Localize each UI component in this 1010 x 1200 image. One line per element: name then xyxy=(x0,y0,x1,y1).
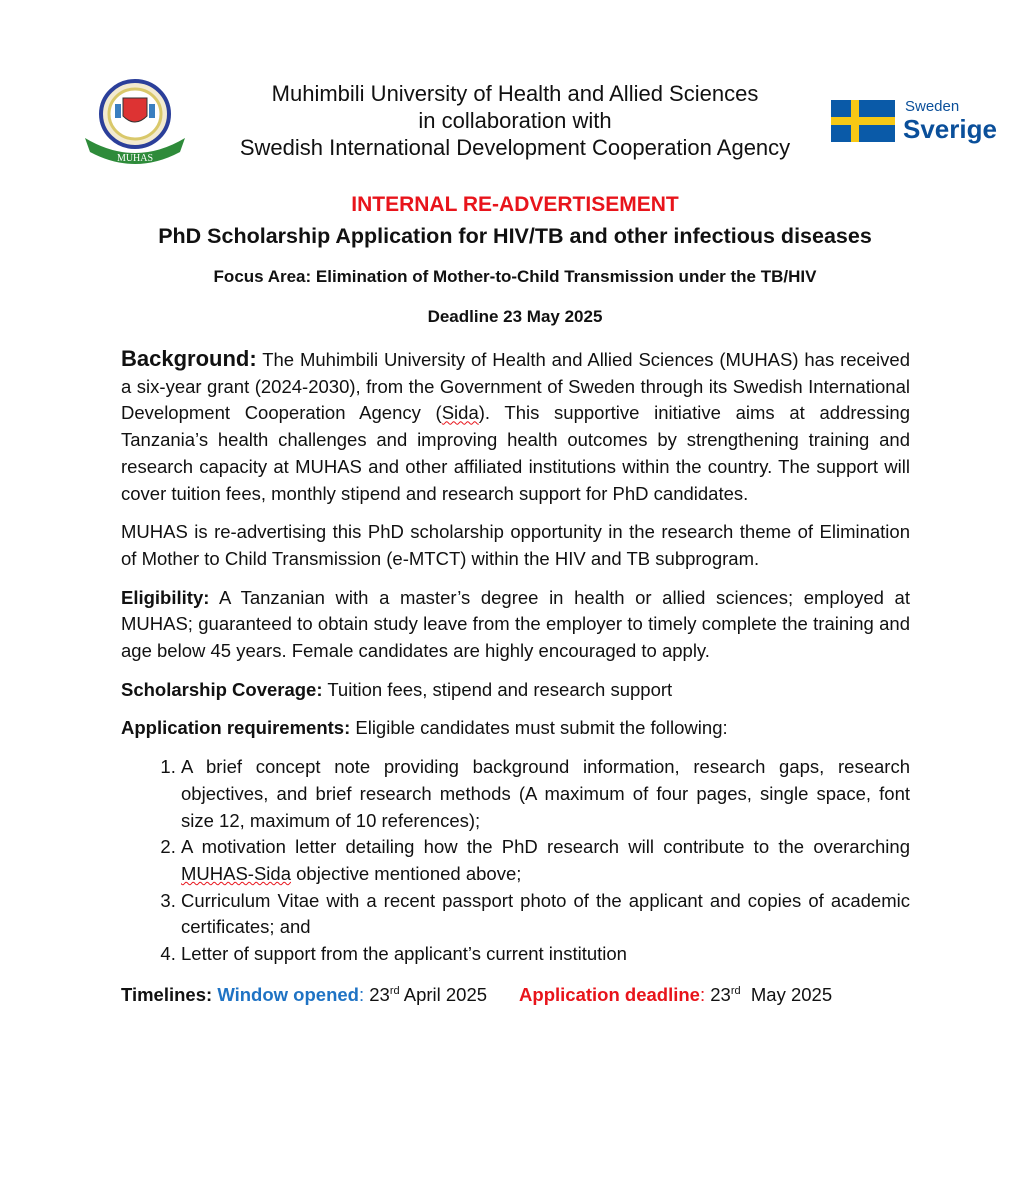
sverige-label: Sverige xyxy=(903,114,997,144)
coverage-label: Scholarship Coverage: xyxy=(121,678,323,700)
background-text: The Muhimbili University of Health and Allied Sciences (MUHAS) has received a six-year grant (2024-2030), from the Government of Sweden through its Swedish International Development Cooperation Agency ( xyxy=(121,349,910,424)
swedish-flag-icon xyxy=(831,100,895,142)
eligibility-text: A Tanzanian with a master’s degree in health or allied sciences; employed at MUHAS; guaranteed to obtain study leave from the employer to timely complete the training and age below 45 years. Female candidates are highly encouraged to apply. xyxy=(121,586,910,662)
list-item: 4. Letter of support from the applicant’s current institution xyxy=(181,941,910,968)
sida-text: Sida xyxy=(441,402,479,424)
open-day: 23 xyxy=(369,983,390,1005)
letterhead xyxy=(200,80,830,161)
list-item: 1. A brief concept note providing background information, research gaps, research objectives, and brief research methods (A maximum of four pages, single space, font size 12, maximum of 10 references); xyxy=(181,754,910,834)
svg-text:MUHAS: MUHAS xyxy=(116,153,154,164)
coverage-paragraph xyxy=(121,677,910,704)
open-sup: rd xyxy=(389,984,400,997)
deadline-heading: Deadline 23 May 2025 xyxy=(427,307,603,326)
collaboration-line: in collaboration with xyxy=(418,108,612,133)
muhas-logo xyxy=(80,76,190,166)
focus-area: Focus Area: Elimination of Mother-to-Child Transmission under the TB/HIV xyxy=(213,267,817,286)
eligibility-label: Eligibility: xyxy=(121,586,210,608)
deadline-sup: rd xyxy=(730,984,741,997)
requirements-list xyxy=(121,754,910,968)
list-item: 3. Curriculum Vitae with a recent passport photo of the applicant and copies of academic certificates; and xyxy=(181,888,910,941)
background-label: Background: xyxy=(121,346,257,371)
readvertise-paragraph: MUHAS is re-advertising this PhD scholarship opportunity in the research theme of Elimination of Mother to Child Transmission (e-MTCT) within the HIV and TB subprogram. xyxy=(121,521,910,569)
university-name: Muhimbili University of Health and Allied Sciences xyxy=(271,81,759,106)
window-opened-label: Window opened xyxy=(217,983,359,1005)
document-body xyxy=(121,346,910,1021)
item-text-end: objective mentioned above; xyxy=(291,862,522,884)
list-item xyxy=(181,834,910,887)
background-text-end: ). This supportive initiative aims at addressing Tanzania’s health challenges and improving health outcomes by strengthening training and research capacity at MUHAS and other affiliated institutions within the country. The support will cover tuition fees, monthly stipend and research support for PhD candidates. xyxy=(121,402,910,504)
requirements-paragraph xyxy=(121,715,910,742)
deadline-day: 23 xyxy=(710,983,731,1005)
agency-name: Swedish International Development Cooperation Agency xyxy=(239,135,791,160)
background-paragraph xyxy=(121,346,910,507)
application-deadline-label: Application deadline xyxy=(519,983,700,1005)
muhas-sida-text: MUHAS-Sida xyxy=(181,862,291,884)
advert-title: INTERNAL RE-ADVERTISEMENT xyxy=(351,193,679,216)
open-date: April 2025 xyxy=(399,983,488,1005)
item-text: A motivation letter detailing how the PhD research will contribute to the overarching xyxy=(181,836,910,858)
sweden-label: Sweden xyxy=(905,98,960,115)
sweden-sverige-logo xyxy=(831,98,997,150)
requirements-label: Application requirements: xyxy=(121,717,351,739)
eligibility-paragraph xyxy=(121,585,910,665)
advert-subtitle: PhD Scholarship Application for HIV/TB and other infectious diseases xyxy=(158,224,872,248)
deadline-date: May 2025 xyxy=(740,983,833,1005)
requirements-text: Eligible candidates must submit the following: xyxy=(350,717,728,739)
timelines-paragraph: Timelines: Window opened: 23rd April 2025 Application deadline: 23rd May 2025 xyxy=(121,983,833,1005)
coverage-text: Tuition fees, stipend and research support xyxy=(322,678,673,700)
timelines-label: Timelines: xyxy=(121,983,213,1005)
